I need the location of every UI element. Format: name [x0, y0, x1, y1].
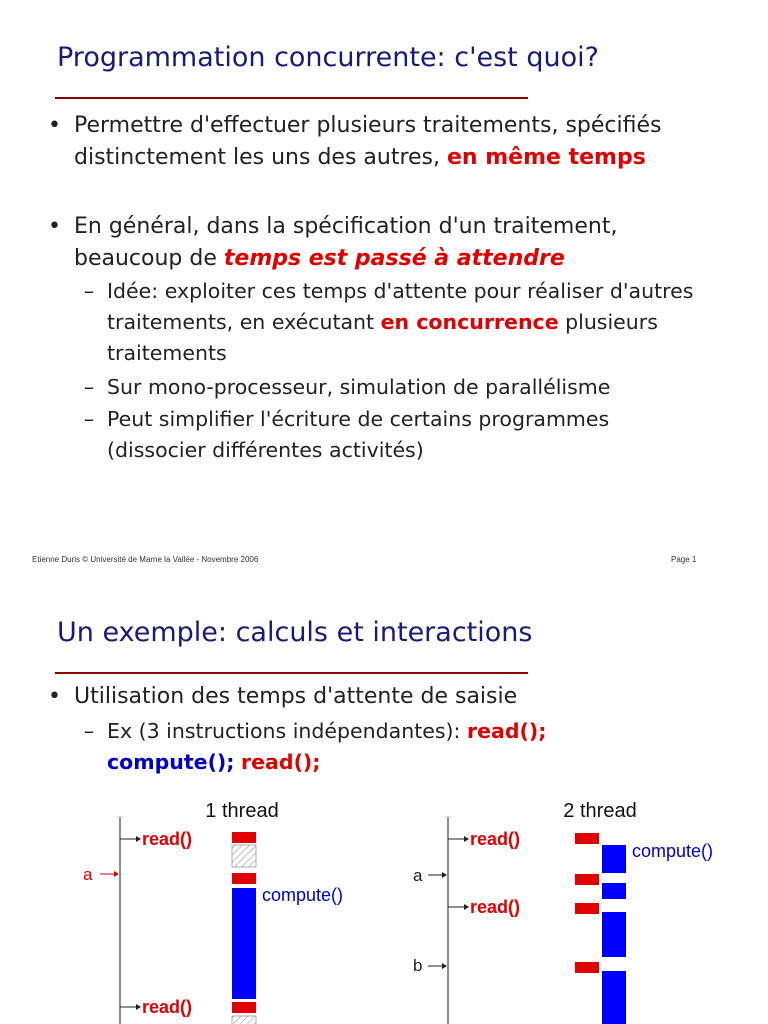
sub-mark: – [84, 375, 95, 399]
bullet-mark: • [48, 113, 61, 138]
bullet-mark: • [48, 684, 61, 709]
slide-1-title: Programmation concurrente: c'est quoi? [57, 42, 599, 73]
sub-bullet-1-text: Ex (3 instructions indépendantes): [107, 719, 467, 743]
bullet-mark: • [48, 214, 61, 239]
sub-bullet-1-highlight: en concurrence [380, 310, 559, 334]
sub-mark: – [84, 407, 95, 431]
left-read-end-bar [232, 873, 256, 884]
right-compute-bar-3 [602, 912, 626, 957]
right-input-a-label: a [413, 866, 423, 885]
code-compute: compute(); [107, 750, 235, 774]
footer-author: Etienne Duris © Université de Marne la Vallée - Novembre 2006 [32, 555, 259, 564]
right-read-2-arrowhead [464, 904, 469, 910]
title-rule [55, 97, 528, 99]
sub-bullet-2-text: Sur mono-processeur, simulation de parallélisme [107, 375, 611, 399]
left-wait-1-bar [232, 845, 256, 867]
right-read-2-end-bar [575, 962, 599, 973]
left-read-2-arrowhead [136, 1004, 141, 1010]
title-rule [55, 672, 528, 674]
right-read-end-bar [575, 874, 599, 885]
right-input-a-arrowhead [442, 872, 447, 878]
right-compute-label: compute() [632, 841, 714, 861]
code-read-1: read(); [466, 719, 547, 743]
slide-2 [0, 585, 768, 1024]
sub-bullet-3-text: Peut simplifier l'écriture de certains programmes (dissocier différentes activités) [107, 407, 610, 462]
right-read-1-bar [575, 833, 599, 844]
left-read-1-label: read() [142, 829, 193, 849]
sub-bullet-1-tail: plusieurs traitements [107, 310, 658, 365]
right-compute-bar-1 [602, 845, 626, 873]
code-read-2: read(); [241, 750, 321, 774]
left-compute-label: compute() [262, 885, 344, 905]
right-input-b-label: b [413, 956, 423, 975]
left-wait-2-bar [232, 1016, 256, 1024]
left-read-1-bar [232, 832, 256, 843]
left-read-2-bar [232, 1002, 256, 1013]
bullet-2-text: En général, dans la spécification d'un traitement, beaucoup de [74, 214, 618, 271]
bullet-1-text: Utilisation des temps d'attente de saisie [74, 684, 518, 709]
right-read-1-arrowhead [464, 836, 469, 842]
right-read-1-label: read() [470, 829, 521, 849]
sub-mark: – [84, 279, 95, 303]
sub-bullet-1-text: Idée: exploiter ces temps d'attente pour réaliser d'autres traitements, en exécutant [107, 279, 694, 334]
bullet-1-highlight: en même temps [447, 145, 646, 170]
right-read-2-label: read() [470, 897, 521, 917]
right-input-b-arrowhead [442, 963, 447, 969]
right-read-2-bar [575, 903, 599, 914]
right-compute-bar-4 [602, 971, 626, 1024]
bullet-2-highlight: temps est passé à attendre [223, 246, 565, 271]
left-input-a-label: a [83, 865, 93, 884]
right-diagram-title: 2 thread [563, 800, 637, 822]
left-compute-bar [232, 888, 256, 999]
left-read-1-arrowhead [136, 836, 141, 842]
bullet-1-text: Permettre d'effectuer plusieurs traitements, spécifiés distinctement les uns des autres, [74, 113, 662, 170]
left-input-a-arrowhead [114, 871, 119, 877]
sub-mark: – [84, 719, 95, 743]
left-read-2-label: read() [142, 997, 193, 1017]
slide-2-title: Un exemple: calculs et interactions [57, 617, 533, 648]
thread-diagram [0, 785, 768, 1024]
footer-page-number: Page 1 [671, 555, 697, 564]
left-diagram-title: 1 thread [205, 800, 279, 822]
right-compute-bar-2 [602, 883, 626, 899]
